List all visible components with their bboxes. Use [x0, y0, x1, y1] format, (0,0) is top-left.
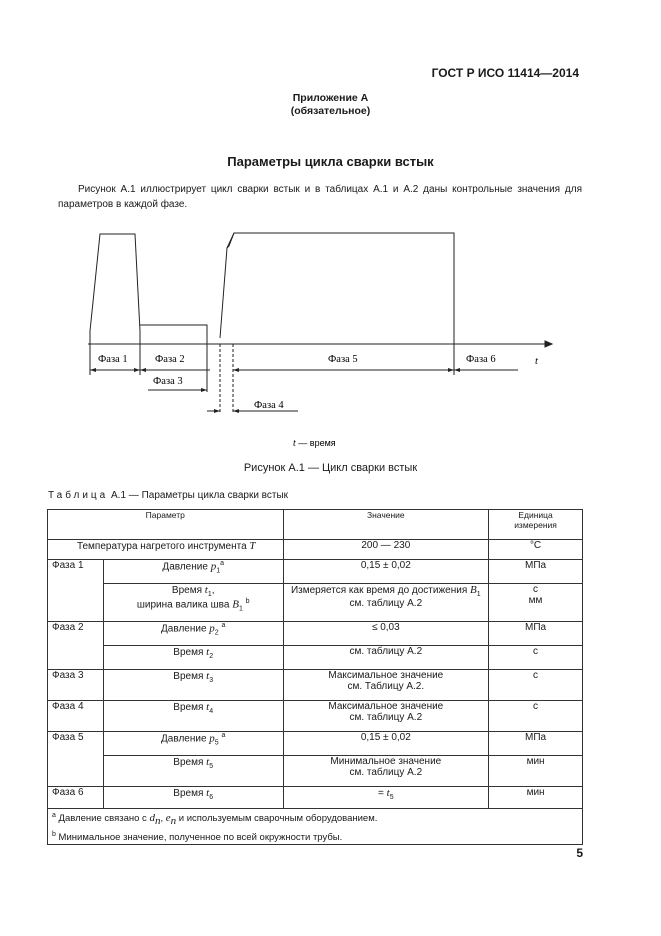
cell-value: ≤ 0,03: [283, 622, 489, 646]
cell-param: Давление $p_1^a$: [103, 560, 283, 584]
annex-title: Приложение А: [292, 92, 369, 104]
figure-legend: t — время: [293, 438, 336, 449]
cell-unit: МПа: [489, 560, 583, 584]
table-header-row: [48, 510, 583, 540]
cell-value: 0,15 ± 0,02: [283, 732, 489, 756]
cell-value: 200 — 230: [283, 540, 489, 560]
cell-value: см. таблицу А.2: [283, 646, 489, 670]
figure-caption: Рисунок А.1 — Цикл сварки встык: [243, 462, 418, 474]
cell-value: Минимальное значение см. таблицу А.2: [283, 756, 489, 787]
cell-param: Время $t_2$: [103, 646, 283, 670]
table-row: [48, 787, 583, 809]
axis-label: t: [535, 356, 538, 367]
cell-param: Температура нагретого инструмента T: [48, 540, 284, 560]
header-param: Параметр: [48, 510, 284, 540]
parameters-table: [47, 509, 583, 845]
cell-param: Время $t_5$: [103, 756, 283, 787]
cell-unit: с: [489, 670, 583, 701]
phase1-pressure-curve: [90, 234, 140, 344]
table-caption: Таблица А.1 — Параметры цикла сварки встык: [48, 490, 289, 501]
cell-value: Максимальное значение см. Таблицу А.2.: [283, 670, 489, 701]
phase-6-label: Фаза 6: [466, 354, 496, 365]
cell-param: Время $t_4$: [103, 701, 283, 732]
section-title: Параметры цикла сварки встык: [227, 154, 434, 169]
cell-phase: Фаза 1: [48, 560, 104, 622]
cell-unit: с: [489, 701, 583, 732]
axis-arrow-icon: [545, 341, 552, 347]
cell-param: Давление $p_5$ $^a$: [103, 732, 283, 756]
header-value: Значение: [283, 510, 489, 540]
phase-1-label: Фаза 1: [98, 354, 128, 365]
table-row: [48, 756, 583, 787]
annex-status: (обязательное): [290, 105, 371, 117]
cell-value: = $t_5$: [283, 787, 489, 809]
table-row: [48, 560, 583, 584]
standard-designation: ГОСТ Р ИСО 11414—2014: [431, 66, 579, 80]
cell-phase: Фаза 5: [48, 732, 104, 787]
cell-phase: Фаза 6: [48, 787, 104, 809]
cell-unit: МПа: [489, 622, 583, 646]
cell-value: Измеряется как время до достижения $B_1$ см. таблицу А.2: [283, 584, 489, 622]
phase-4-label: Фаза 4: [254, 400, 284, 411]
cell-value: Максимальное значение см. таблицу А.2: [283, 701, 489, 732]
cell-param: Время $t_3$: [103, 670, 283, 701]
cell-unit: с мм: [489, 584, 583, 622]
cell-unit: с: [489, 646, 583, 670]
phase-5-label: Фаза 5: [328, 354, 358, 365]
cell-unit: мин: [489, 756, 583, 787]
phase2-pressure-curve: [140, 325, 207, 344]
phase5-pressure-curve: [220, 233, 454, 344]
cell-phase: Фаза 4: [48, 701, 104, 732]
table-row: [48, 646, 583, 670]
table-row: [48, 732, 583, 756]
cell-unit: мин: [489, 787, 583, 809]
table-footnotes: [48, 809, 583, 845]
phase-3-label: Фаза 3: [153, 376, 183, 387]
cell-param: Время $t_6$: [103, 787, 283, 809]
cell-phase: Фаза 3: [48, 670, 104, 701]
table-row: [48, 584, 583, 622]
table-row: [48, 670, 583, 701]
cell-value: 0,15 ± 0,02: [283, 560, 489, 584]
cell-unit: °C: [489, 540, 583, 560]
table-row: [48, 701, 583, 732]
table-row: [48, 540, 583, 560]
footnote-b: $^b$ Минимальное значение, полученное по всей окружности трубы.: [52, 831, 343, 844]
table-row: [48, 622, 583, 646]
welding-cycle-figure: [0, 0, 661, 460]
header-unit: Единица измерения: [489, 510, 583, 540]
intro-paragraph: Рисунок А.1 иллюстрирует цикл сварки встык и в таблицах А.1 и А.2 даны контрольные значения для параметров в каждой фазе.: [58, 184, 582, 210]
cell-param: Давление $p_2$ $^a$: [103, 622, 283, 646]
phase-2-label: Фаза 2: [155, 354, 185, 365]
cell-unit: МПа: [489, 732, 583, 756]
cell-param: Время $t_1$, ширина валика шва $B_1$ $^b$: [103, 584, 283, 622]
cell-phase: Фаза 2: [48, 622, 104, 670]
page-number: 5: [576, 846, 583, 860]
footnote-a: $^a$ Давление связано с $d_n$, $e_n$ и используемым сварочным оборудованием.: [52, 812, 378, 828]
